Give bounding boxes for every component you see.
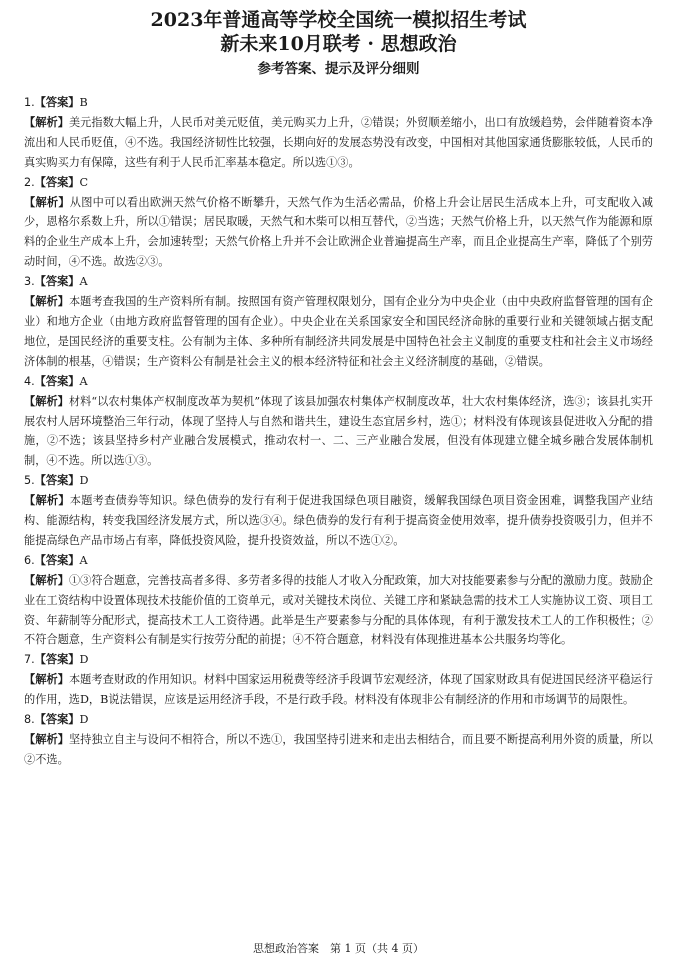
explanation-paragraph: [24, 113, 653, 173]
explanation-text: 本题考查债券等知识。绿色债券的发行有利于促进我国绿色项目融资，缓解我国绿色项目资金困难，调整我国产业结构、能源结构，转变我国经济发展方式，所以选③④。绿色债券的发行有利于提高资金使用效率，提升债券投资吸引力，但并不能提高绿色产品市场占有率，降低投资风险，提升投资效益，所以不选①②。: [24, 494, 653, 547]
explanation-tag: 【解析】: [24, 493, 70, 508]
answer-line: [24, 710, 653, 730]
question-block: [24, 650, 653, 710]
explanation-text: 美元指数大幅上升，人民币对美元贬值，美元购买力上升，②错误；外贸顺差缩小，出口有放缓趋势，会伴随着资本净流出和人民币贬值，④不选。我国经济韧性比较强，长期向好的发展态势没有改变，中国相对其他国家通货膨胀较低，人民币的真实购买力有保障，这些有利于人民币汇率基本稳定。所以选①③。: [24, 115, 653, 169]
explanation-text: 本题考查财政的作用知识。材料中国家运用税费等经济手段调节宏观经济，体现了国家财政具有促进国民经济平稳运行的作用，选D，B说法错误，应该是运用经济手段，不是行政手段。材料没有体现非公有制经济的作用和市场调节的局限性。: [24, 673, 653, 707]
answer-tag: 【答案】: [34, 95, 80, 109]
question-number: 4.: [24, 374, 35, 388]
answer-value: B: [79, 96, 88, 109]
answer-value: A: [79, 374, 88, 388]
answer-tag: 【答案】: [34, 174, 80, 189]
answer-line: [24, 551, 653, 571]
explanation-paragraph: [24, 292, 653, 372]
question-block: [24, 710, 653, 770]
explanation-tag: 【解析】: [24, 672, 69, 687]
question-number: 2.: [24, 175, 35, 189]
question-list: [24, 93, 653, 770]
explanation-tag: 【解析】: [24, 732, 69, 746]
explanation-paragraph: [24, 730, 653, 770]
question-number: 5.: [24, 474, 35, 488]
answer-tag: 【答案】: [34, 652, 80, 667]
exam-title: 2023年普通高等学校全国统一模拟招生考试: [150, 9, 527, 31]
page-footer: 思想政治答案 第 1 页（共 4 页）: [253, 942, 424, 955]
answer-tag: 【答案】: [34, 552, 80, 567]
answer-value: D: [79, 474, 89, 488]
answer-value: D: [79, 713, 89, 727]
explanation-tag: 【解析】: [24, 114, 69, 129]
explanation-paragraph: [24, 193, 653, 273]
exam-subtitle: 新未来10月联考 · 思想政治: [220, 33, 457, 55]
explanation-text: 坚持独立自主与设问不相符合，所以不选①，我国坚持引进来和走出去相结合，而且要不断提高利用外资的质量，所以②不选。: [24, 733, 653, 766]
question-block: [24, 173, 653, 273]
answer-value: D: [79, 653, 89, 667]
question-block: [24, 551, 653, 651]
explanation-tag: 【解析】: [24, 194, 70, 209]
explanation-paragraph: [24, 392, 653, 472]
explanation-paragraph: [24, 670, 653, 710]
answer-line: [24, 650, 653, 670]
answer-line: [24, 93, 653, 113]
answer-tag: 【答案】: [34, 712, 80, 727]
answer-tag: 【答案】: [34, 373, 80, 388]
answer-line: [24, 272, 653, 292]
answer-key-heading: 参考答案、提示及评分细则: [257, 61, 420, 77]
explanation-tag: 【解析】: [24, 294, 69, 309]
question-block: [24, 272, 653, 372]
question-block: [24, 93, 653, 173]
answer-line: [24, 173, 653, 193]
explanation-paragraph: [24, 491, 653, 551]
explanation-text: ①③符合题意，完善技高者多得、多劳者多得的技能人才收入分配政策，加大对技能要素参与分配的激励力度。鼓励企业在工资结构中设置体现技术技能价值的工资单元，或对关键技术岗位、关键工序和紧缺急需的技术工人实施协议工资、项目工资、年薪制等分配形式，提高技术工人工资待遇。此举是生产要素参与分配的具体体现，有利于激发技术工人的工作积极性；②不符合题意，生产资料公有制是实行按劳分配的前提；④不符合题意，材料没有体现推进基本公共服务均等化。: [24, 573, 653, 647]
answer-tag: 【答案】: [34, 473, 80, 488]
explanation-paragraph: [24, 571, 653, 651]
question-block: [24, 372, 653, 472]
explanation-text: 本题考查我国的生产资料所有制。按照国有资产管理权限划分，国有企业分为中央企业（由中央政府监督管理的国有企业）和地方企业（由地方政府监督管理的国有企业）。中央企业在关系国家安全和国民经济命脉的重要行业和关键领域占据支配地位，是国民经济的重要支柱。公有制为主体、多种所有制经济共同发展是中国特色社会主义制度的重要支柱和社会主义市场经济体制的根基，④错误；生产资料公有制是社会主义的根本经济特征和社会主义经济制度的基础，②错误。: [24, 295, 653, 368]
question-number: 6.: [24, 553, 35, 567]
answer-value: A: [79, 275, 88, 289]
question-number: 3.: [24, 275, 35, 289]
answer-line: [24, 372, 653, 392]
answer-line: [24, 471, 653, 491]
explanation-tag: 【解析】: [24, 572, 69, 587]
answer-value: C: [79, 175, 89, 189]
question-number: 1.: [24, 96, 35, 109]
question-number: 8.: [24, 713, 35, 727]
answer-value: A: [79, 553, 88, 567]
explanation-tag: 【解析】: [24, 393, 69, 408]
explanation-text: 材料“以农村集体产权制度改革为契机”体现了该县加强农村集体产权制度改革，壮大农村集体经济，选③；该县扎实开展农村人居环境整治三年行动，体现了坚持人与自然和谐共生，建设生态宜居乡村，选①；材料没有体现该县促进收入分配的措施，②不选；该县坚持乡村产业融合发展模式，推动农村一、二、三产业融合发展，但没有体现建立健全城乡融合发展体制机制，④不选。所以选①③。: [24, 394, 653, 468]
explanation-text: 从图中可以看出欧洲天然气价格不断攀升，天然气作为生活必需品，价格上升会让居民生活成本上升，可支配收入减少，恩格尔系数上升，所以①错误；居民取暖，天然气和木柴可以相互替代，②当选；天然气价格上升，以天然气作为能源和原料的企业生产成本上升，会加速转型；天然气价格上升并不会让欧洲企业普遍提高生产率，而且企业提高生产率，降低了个别劳动时间，④不选。故选②③。: [24, 195, 653, 269]
question-block: [24, 471, 653, 551]
question-number: 7.: [24, 653, 35, 667]
answer-tag: 【答案】: [34, 274, 80, 289]
